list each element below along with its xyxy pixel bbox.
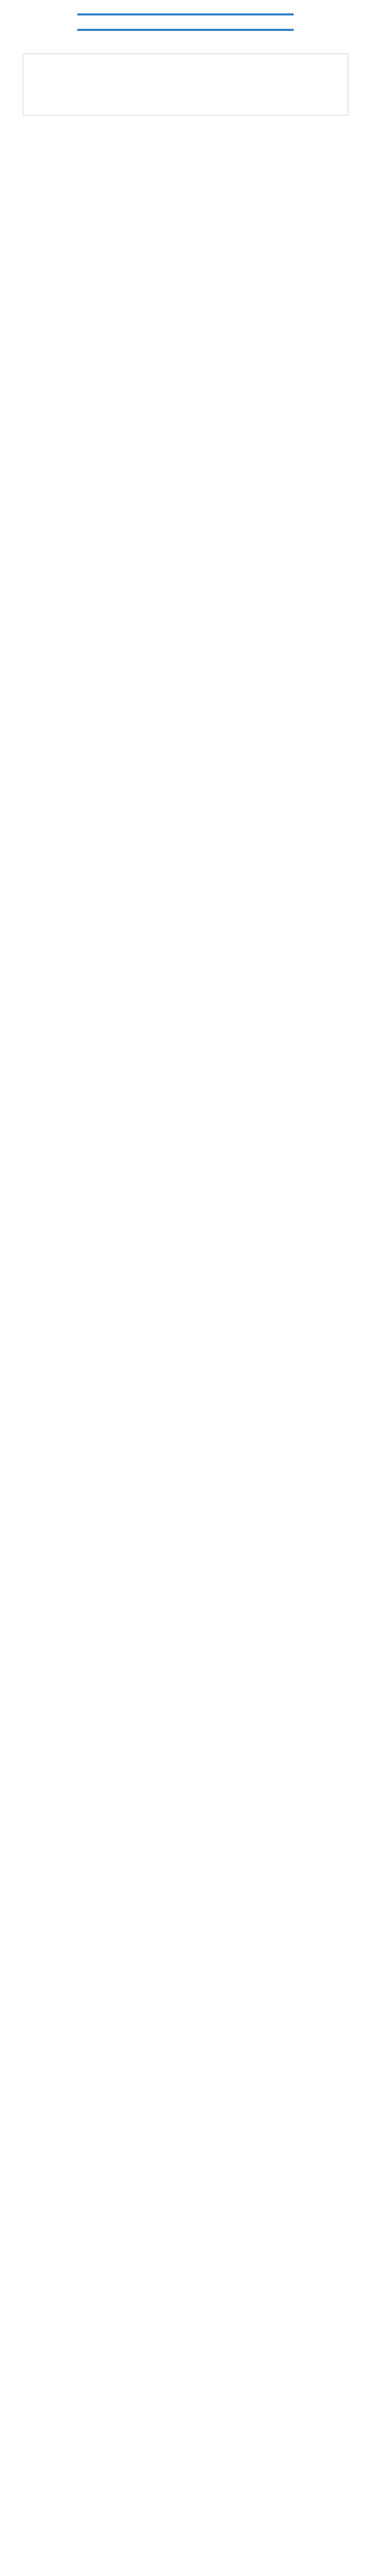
- section-heading-1-label: [77, 13, 294, 15]
- example-box: [23, 54, 348, 115]
- section-heading-2-label: [77, 29, 294, 31]
- article: [0, 13, 371, 164]
- section-heading-2: [23, 29, 348, 31]
- section-heading-1: [23, 13, 348, 15]
